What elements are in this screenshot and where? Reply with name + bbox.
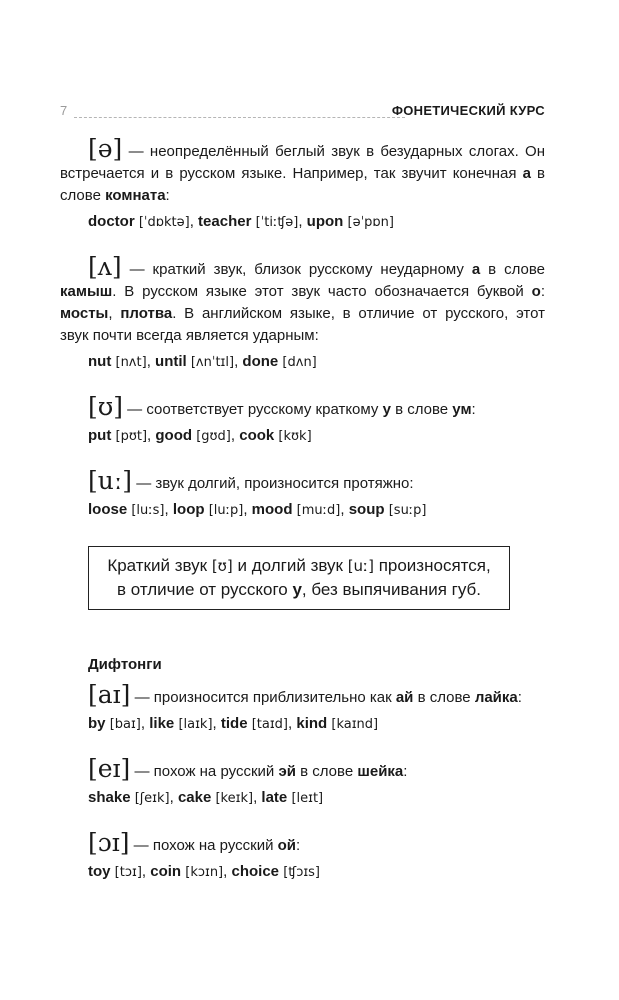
description-text: : (165, 187, 170, 204)
sound-entry-long-u (60, 466, 545, 522)
phonetic-symbol: [ɔɪ] (88, 828, 130, 857)
example-item: nut [nʌt], (88, 353, 156, 370)
header-dashed-rule (74, 117, 405, 118)
example-line (60, 211, 545, 234)
note-box (88, 546, 510, 610)
sound-description: [aɪ] — произносится приблизительно как ай в слове лайка: (88, 680, 522, 709)
example-item: mood [muːd], (251, 501, 349, 518)
sound-description: [uː] — звук долгий, произносится протяжно: (88, 466, 414, 495)
sound-description: [eɪ] — похож на русский эй в слове шейка: (88, 754, 408, 783)
example-line (60, 787, 545, 810)
note-line-1: Краткий звук [ʊ] и долгий звук [uː] произносятся, (107, 556, 491, 575)
example-item: shake [ʃeɪk], (88, 789, 178, 806)
description-text: — неопределённый беглый звук в безударных слогах. Он встречается и в русском языке. Например, так звучит конечная (60, 143, 545, 182)
diphthong-entry-ai (60, 680, 545, 736)
example-item: doctor [ˈdɒktə], (88, 213, 199, 230)
example-item: late [leɪt] (261, 789, 324, 806)
example-item: soup [suːp] (348, 501, 427, 518)
phonetic-symbol: [ə] (88, 134, 123, 163)
description-text: в слове (60, 165, 546, 204)
example-item: by [baɪ], (88, 715, 150, 732)
sound-entry-schwa (60, 134, 546, 234)
page-header (60, 103, 545, 123)
sound-description: [ʊ] — соответствует русскому краткому у в слове ум: (88, 392, 476, 421)
example-item: teacher [ˈtiːʧə], (198, 213, 307, 230)
example-line (60, 499, 545, 522)
example-item: choice [ʧɔɪs] (231, 863, 321, 880)
phonetic-symbol: [eɪ] (88, 754, 131, 783)
highlight-letter: а (522, 165, 531, 182)
example-item: like [laɪk], (149, 715, 221, 732)
sound-entry-wedge (60, 252, 545, 374)
sound-entry-short-u (60, 392, 545, 448)
example-item: cook [kʊk] (239, 427, 312, 444)
example-line (60, 861, 545, 884)
example-item: put [pʊt], (88, 427, 156, 444)
example-item: toy [tɔɪ], (88, 863, 151, 880)
sound-description (60, 134, 546, 207)
example-item: coin [kɔɪn], (150, 863, 232, 880)
example-item: until [ʌnˈtɪl], (155, 353, 243, 370)
running-title: ФОНЕТИЧЕСКИЙ КУРС (391, 103, 545, 118)
example-line (60, 351, 545, 374)
example-item: done [dʌn] (242, 353, 317, 370)
diphthong-entry-ei (60, 754, 545, 810)
page-content (60, 134, 546, 884)
note-line-2: в отличие от русского у, без выпячивания губ. (117, 580, 481, 599)
example-item: cake [keɪk], (177, 789, 262, 806)
sound-description: [ɔɪ] — похож на русский ой: (88, 828, 301, 857)
section-title-diphthongs: Дифтонги (88, 656, 162, 673)
example-item: loose [luːs], (88, 501, 173, 518)
example-line (60, 425, 545, 448)
highlight-word: комната (105, 187, 166, 204)
diphthong-entry-oi (60, 828, 545, 884)
example-item: kind [kaɪnd] (296, 715, 379, 732)
example-item: loop [luːp], (172, 501, 252, 518)
phonetic-symbol: [ʌ] (88, 252, 122, 281)
sound-description: [ʌ] — краткий звук, близок русскому неударному а в слове камыш. В русском языке этот звук часто обозначается буквой о: мосты, плотва. В английском языке, в отличие от русского, этот звук почти всегда является ударным: (60, 252, 545, 344)
example-item: good [gʊd], (155, 427, 240, 444)
phonetic-symbol: [aɪ] (88, 680, 131, 709)
page-number: 7 (60, 103, 68, 118)
phonetic-symbol: [uː] (88, 466, 133, 495)
example-item: upon [əˈpɒn] (306, 213, 394, 230)
phonetic-symbol: [ʊ] (88, 392, 124, 421)
example-item: tide [taɪd], (220, 715, 297, 732)
example-line (60, 713, 545, 736)
